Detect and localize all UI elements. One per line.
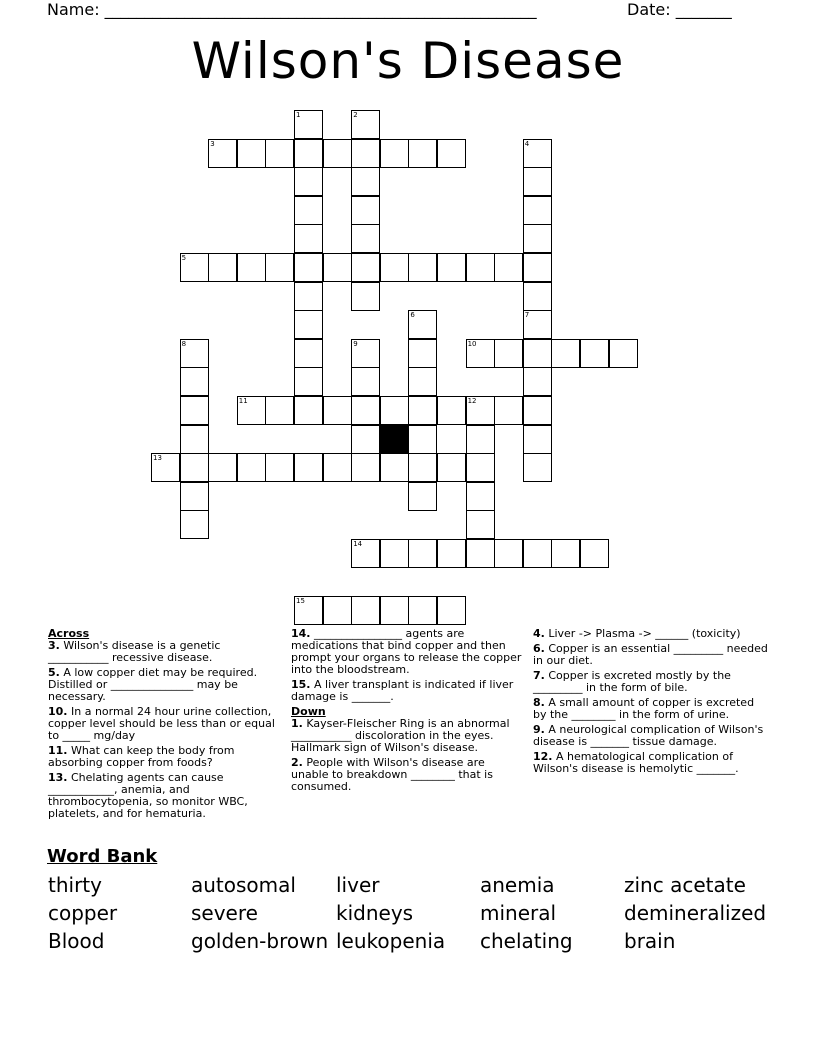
clue-number: 14 — [353, 540, 363, 548]
word-bank-item: copper — [48, 901, 118, 925]
grid-cell[interactable] — [466, 425, 495, 454]
grid-cell[interactable] — [437, 139, 466, 168]
grid-cell[interactable] — [523, 396, 552, 425]
down-heading: Down — [291, 705, 326, 718]
grid-cell[interactable] — [494, 253, 523, 282]
grid-cell[interactable] — [265, 139, 294, 168]
grid-cell[interactable] — [323, 453, 352, 482]
word-bank-title: Word Bank — [47, 846, 158, 867]
grid-cell[interactable] — [323, 596, 352, 625]
grid-cell[interactable] — [523, 224, 552, 253]
grid-cell[interactable] — [265, 396, 294, 425]
grid-cell[interactable] — [294, 253, 323, 282]
clue-number: 8 — [181, 339, 187, 348]
grid-cell[interactable] — [437, 253, 466, 282]
grid-cell[interactable] — [523, 167, 552, 196]
clue-number: 5 — [181, 254, 187, 262]
grid-cell[interactable] — [351, 339, 380, 368]
word-bank-item: golden-brown — [191, 929, 329, 953]
grid-cell[interactable] — [237, 453, 266, 482]
grid-cell[interactable] — [351, 167, 380, 196]
word-bank-item: brain — [624, 929, 676, 953]
word-bank-item: leukopenia — [336, 929, 446, 953]
word-bank-item: demineralized — [624, 901, 767, 925]
grid-cell[interactable] — [351, 224, 380, 253]
grid-cell[interactable] — [408, 253, 437, 282]
clue-down-9: 9. A neurological complication of Wilson's disease is _______ tissue damage. — [533, 723, 764, 748]
grid-cell[interactable] — [237, 253, 266, 282]
grid-cell[interactable] — [380, 453, 409, 482]
grid-cell[interactable] — [609, 339, 638, 368]
grid-cell[interactable] — [380, 539, 409, 568]
grid-cell[interactable] — [351, 253, 380, 282]
grid-cell[interactable] — [466, 339, 495, 368]
clue-down-7: 7. Copper is excreted mostly by the _________ in the form of bile. — [533, 669, 731, 694]
grid-cell[interactable] — [494, 539, 523, 568]
page-title: Wilson's Disease — [191, 32, 625, 90]
grid-cell[interactable] — [408, 482, 437, 511]
grid-cell[interactable] — [408, 310, 437, 339]
clue-number: 10 — [467, 339, 477, 348]
grid-cell[interactable] — [408, 539, 437, 568]
grid-cell[interactable] — [408, 339, 437, 368]
grid-cell[interactable] — [294, 196, 323, 225]
word-bank-item: severe — [191, 901, 258, 925]
grid-cell[interactable] — [351, 196, 380, 225]
grid-cell[interactable] — [523, 539, 552, 568]
grid-cell[interactable] — [494, 339, 523, 368]
grid-cell[interactable] — [351, 396, 380, 425]
grid-cell[interactable] — [180, 453, 209, 482]
grid-cell[interactable] — [151, 453, 180, 482]
word-bank-item: kidneys — [336, 901, 414, 925]
grid-cell[interactable] — [351, 367, 380, 396]
grid-cell[interactable] — [180, 425, 209, 454]
grid-cell[interactable] — [180, 253, 209, 282]
grid-cell[interactable] — [294, 367, 323, 396]
clue-number: 1 — [296, 111, 301, 119]
grid-cell[interactable] — [551, 539, 580, 568]
grid-cell[interactable] — [408, 596, 437, 625]
name-line[interactable]: Name: ______________________________________________________ — [47, 0, 537, 19]
grid-cell[interactable] — [466, 482, 495, 511]
grid-cell[interactable] — [408, 453, 437, 482]
grid-cell[interactable] — [265, 253, 294, 282]
grid-cell[interactable] — [351, 425, 380, 454]
grid-cell[interactable] — [208, 453, 237, 482]
grid-cell[interactable] — [323, 139, 352, 168]
grid-cell[interactable] — [294, 396, 323, 425]
grid-cell[interactable] — [523, 453, 552, 482]
grid-cell[interactable] — [380, 396, 409, 425]
clue-number: 2 — [353, 111, 358, 119]
grid-cell[interactable] — [523, 310, 552, 339]
date-line[interactable]: Date: _______ — [627, 0, 732, 19]
grid-cell[interactable] — [208, 253, 237, 282]
grid-cell[interactable] — [437, 396, 466, 425]
clue-down-1: 1. Kayser-Fleischer Ring is an abnormal ___________ discoloration in the eyes. Hallmark sign of Wilson's disease. — [291, 717, 510, 754]
grid-cell[interactable] — [351, 282, 380, 311]
grid-cell[interactable] — [466, 453, 495, 482]
grid-cell[interactable] — [323, 253, 352, 282]
grid-cell[interactable] — [408, 139, 437, 168]
clue-number: 15 — [296, 597, 305, 606]
clue-down-12: 12. A hematological complication of Wilson's disease is hemolytic _______. — [533, 750, 739, 775]
grid-cell[interactable] — [351, 139, 380, 168]
grid-cell[interactable] — [523, 139, 552, 168]
clue-number: 13 — [153, 454, 162, 463]
grid-cell[interactable] — [294, 224, 323, 253]
black-square — [380, 425, 409, 454]
grid-cell[interactable] — [351, 539, 380, 568]
grid-cell[interactable] — [523, 367, 552, 396]
grid-cell[interactable] — [294, 167, 323, 196]
clue-across-15: 15. A liver transplant is indicated if liver damage is _______. — [291, 678, 514, 703]
grid-cell[interactable] — [380, 139, 409, 168]
clue-across-14: 14. ________________ agents are medications that bind copper and then prompt your organs to release the copper into the bloodstream. — [291, 627, 522, 676]
clue-number: 9 — [353, 339, 358, 348]
grid-cell[interactable] — [208, 139, 237, 168]
grid-cell[interactable] — [180, 367, 209, 396]
word-bank-item: anemia — [480, 873, 555, 897]
word-bank-item: mineral — [480, 901, 557, 925]
clue-down-6: 6. Copper is an essential _________ needed in our diet. — [533, 642, 768, 667]
across-heading: Across — [48, 627, 90, 640]
word-bank-item: autosomal — [191, 873, 296, 897]
grid-cell[interactable] — [466, 253, 495, 282]
grid-cell[interactable] — [523, 339, 552, 368]
grid-cell[interactable] — [466, 510, 495, 539]
clue-down-2: 2. People with Wilson's disease are unable to breakdown ________ that is consumed. — [291, 756, 493, 793]
grid-cell[interactable] — [523, 196, 552, 225]
grid-cell[interactable] — [523, 282, 552, 311]
grid-cell[interactable] — [408, 367, 437, 396]
clue-down-4: 4. Liver -> Plasma -> ______ (toxicity) — [533, 627, 741, 640]
grid-cell[interactable] — [294, 453, 323, 482]
word-bank-item: zinc acetate — [624, 873, 746, 897]
grid-cell[interactable] — [180, 482, 209, 511]
grid-cell[interactable] — [351, 596, 380, 625]
grid-cell[interactable] — [351, 110, 380, 139]
clue-across-11: 11. What can keep the body from absorbing copper from foods? — [48, 744, 235, 769]
word-bank-item: liver — [336, 873, 380, 897]
clue-number: 4 — [524, 139, 530, 148]
grid-cell[interactable] — [580, 539, 609, 568]
grid-cell[interactable] — [437, 453, 466, 482]
grid-cell[interactable] — [294, 110, 323, 139]
grid-cell[interactable] — [466, 539, 495, 568]
grid-cell[interactable] — [580, 339, 609, 368]
clues-column-3 — [533, 628, 768, 778]
grid-cell[interactable] — [523, 425, 552, 454]
clue-number: 11 — [238, 397, 248, 405]
clue-number: 3 — [210, 139, 215, 148]
grid-cell[interactable] — [380, 253, 409, 282]
grid-cell[interactable] — [294, 339, 323, 368]
clue-across-13: 13. Chelating agents can cause ____________, anemia, and thrombocytopenia, so monitor WBC, platelets, and for hematuria. — [48, 771, 248, 820]
clue-number: 12 — [467, 397, 477, 405]
word-bank-item: Blood — [48, 929, 105, 953]
grid-cell[interactable] — [380, 596, 409, 625]
clue-across-3: 3. Wilson's disease is a genetic ___________ recessive disease. — [48, 639, 221, 664]
clues-column-1 — [48, 628, 278, 823]
grid-cell[interactable] — [494, 396, 523, 425]
grid-cell[interactable] — [180, 510, 209, 539]
grid-cell[interactable] — [237, 139, 266, 168]
grid-cell[interactable] — [523, 253, 552, 282]
clue-number: 6 — [410, 311, 415, 320]
grid-cell[interactable] — [408, 425, 437, 454]
grid-cell[interactable] — [408, 396, 437, 425]
grid-cell[interactable] — [437, 596, 466, 625]
grid-cell[interactable] — [237, 396, 266, 425]
clue-down-8: 8. A small amount of copper is excreted by the ________ in the form of urine. — [533, 696, 755, 721]
grid-cell[interactable] — [351, 453, 380, 482]
grid-cell[interactable] — [294, 596, 323, 625]
grid-cell[interactable] — [294, 282, 323, 311]
word-bank-item: chelating — [480, 929, 573, 953]
grid-cell[interactable] — [294, 139, 323, 168]
grid-cell[interactable] — [437, 539, 466, 568]
grid-cell[interactable] — [180, 339, 209, 368]
grid-cell[interactable] — [294, 310, 323, 339]
grid-cell[interactable] — [180, 396, 209, 425]
grid-cell[interactable] — [323, 396, 352, 425]
grid-cell[interactable] — [466, 396, 495, 425]
grid-cell[interactable] — [551, 339, 580, 368]
word-bank-item: thirty — [48, 873, 102, 897]
clues-column-2 — [291, 628, 523, 796]
clue-across-10: 10. In a normal 24 hour urine collection, copper level should be less than or equal to _____ mg/day — [48, 705, 275, 742]
clue-number: 7 — [524, 311, 530, 320]
clue-across-5: 5. A low copper diet may be required. Distilled or _______________ may be necessary. — [48, 666, 258, 703]
grid-cell[interactable] — [265, 453, 294, 482]
